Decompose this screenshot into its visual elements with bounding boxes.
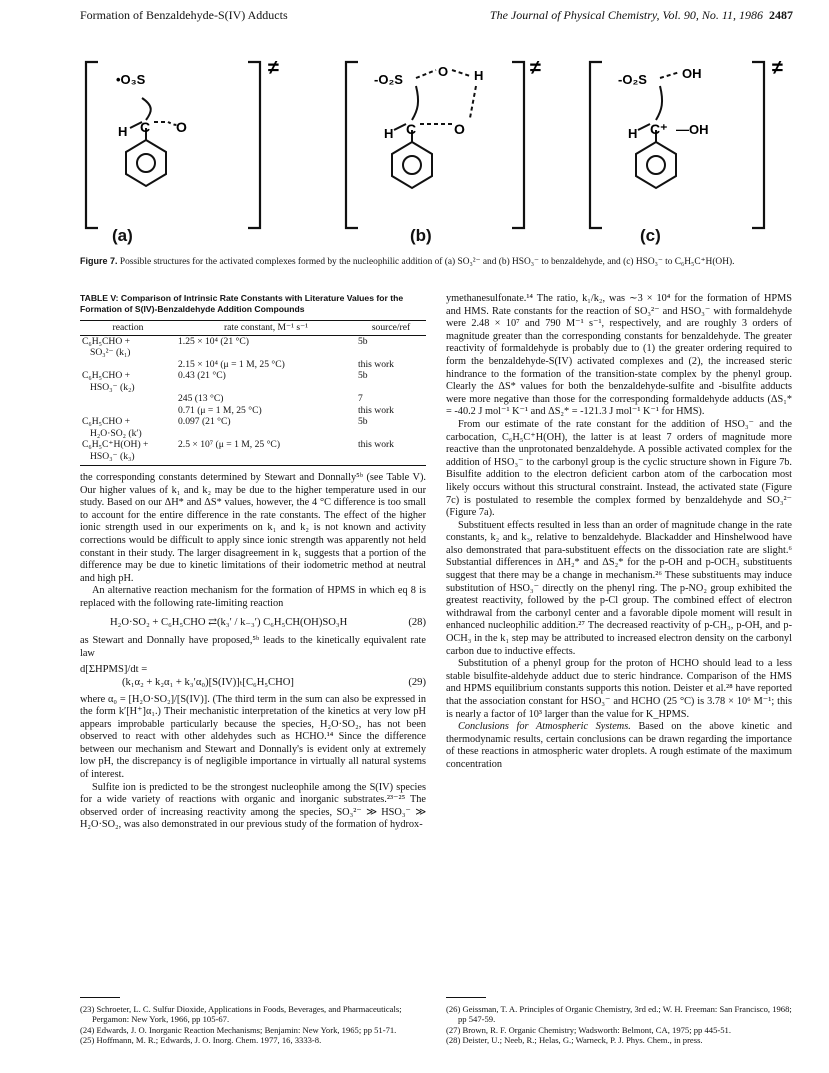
figure-caption [80,255,792,268]
table-cell: 245 (13 °C) [178,393,224,404]
table-cell: this work [358,358,394,370]
paragraph: where α₀ = [H₂O·SO₂]/[S(IV)]. (The third term in the sum can also be expressed in the form k′[H⁺]α₁.) Their mechanistic interpretation of the kinetics at very low pH appears improbable particularly because the species, H₂O·SO₂, has not been observed to react with other aldehydes such as HCHO.¹⁴ Since the difference between our mechanism and Stewart and Donnally's is evident only at extremely low pH, the discrepancy is of negligible importance in virtually all natural systems of interest. [80,693,426,781]
table-row [80,416,426,428]
equation-29 [80,664,426,689]
paragraph: Substitution of a phenyl group for the proton of HCHO should lead to a less stable bisulfite-aldehyde adduct due to steric hindrance. Comparison of the HMS and HPMS equilibrium constants supports this notion. Deister et al.²⁸ have reported that the association constant for HSO₃⁻ and HCHO (25 °C) is 3.78 × 10⁶ M⁻¹; this is nearly a factor of 10³ larger than the value for K_HPMS. [446,658,792,720]
reference-item: (26) Geissman, T. A. Principles of Organic Chemistry, 3rd ed.; W. H. Freeman: San Francisco, 1968; pp 547-59. [446,1004,792,1025]
running-header-title: Formation of Benzaldehyde-S(IV) Adducts [80,8,288,22]
table-row [80,370,426,382]
paragraph: Sulfite ion is predicted to be the strongest nucleophile among the S(IV) species for a wide variety of reactions with organic and inorganic substrates.²³⁻²⁵ The observed order of increasing reactivity among the species, SO₃²⁻ ≫ HSO₃⁻ ≫ H₂O·SO₂, was also demonstrated in our previous study of the formation of hydrox- [80,781,426,831]
section-heading: Conclusions for Atmospheric Systems. [458,721,631,733]
label-c-h: H [628,126,638,141]
table-cell [176,347,356,359]
equation-29-line2 [80,677,426,690]
table-cell [356,347,426,359]
table-row [80,393,426,405]
table-cell: 5b [358,370,368,381]
table-row [80,428,426,440]
figure-label-a: (a) [112,226,133,245]
figure-caption-text: Possible structures for the activated complexes formed by the nucleophilic addition of (a) SO₃²⁻ and (b) HSO₃⁻ to benzaldehyde, and (c) HSO₃⁻ to C₆H₅C⁺H(OH). [119,257,735,267]
dagger-c: ≠ [772,57,783,79]
label-b-o: O [438,64,449,79]
paragraph: An alternative reaction mechanism for the formation of HPMS in which eq 8 is replaced with the following rate-limiting reaction [80,585,426,609]
table-row [80,405,426,417]
table-cell: H₂O·SO₂ (k′) [90,427,142,439]
table-cell: 5b [358,335,368,347]
reference-item: (25) Hoffmann, M. R.; Edwards, J. O. Inorg. Chem. 1977, 16, 3333-8. [80,1035,322,1046]
label-a-h: H [118,124,128,139]
paragraph: as Stewart and Donnally have proposed,⁵ᵇ leads to the kinetically equivalent rate law [80,635,426,659]
footnote-rule-right [446,997,486,998]
table-cell: 2.15 × 10⁴ (μ = 1 M, 25 °C) [178,358,285,370]
dagger-b: ≠ [530,57,541,79]
table-cell [176,428,356,440]
table-cell [176,382,356,394]
rate-constants-table [80,320,426,466]
table-cell: 7 [358,393,363,404]
table-cell [80,359,176,371]
paragraph-text: Based on the above kinetic and thermodynamic results, certain conclusions can be drawn regarding the importance of these reactions in atmospheric water droplets. A rough estimate of the maximum concentration [446,721,793,770]
label-b-h: H [474,68,484,83]
label-b-so2: -O₂S [374,72,403,87]
page-number: 2487 [769,8,793,22]
table-cell: 0.71 (μ = 1 M, 25 °C) [178,404,262,416]
table-row [80,347,426,359]
table-header-row [80,321,426,336]
label-c-cplus: C⁺ [650,121,668,137]
journal-citation: The Journal of Physical Chemistry, Vol. 90, No. 11, 1986 [489,8,763,22]
table-cell: 0.43 (21 °C) [178,370,226,381]
table-cell [80,393,176,405]
label-c-so2: -O₂S [618,72,647,87]
references-right [446,1004,792,1046]
table-cell: HSO₃⁻ (k₃) [80,451,176,466]
table-header-reaction: reaction [80,321,176,336]
table-cell [356,451,426,466]
table-cell: C₆H₅C⁺H(OH) + [82,439,149,450]
references-left [80,1004,426,1046]
paragraph: the corresponding constants determined by Stewart and Donnally⁵ᵇ (see Table V). Our higher values of k₁ and k₂ may be due to the higher temperature used in our study. Based on our ΔH* and ΔS* values, however, the 4 °C difference is too small to account for the entire difference in the rate constants. The effect of the higher ionic strength used in our experiments on k₁ and k₂ is not known and activity corrections would be difficult to apply since ionic strength was apparently not held constant in their study. The larger disagreement in k₁ suggests that a portion of the difference may be due to kinetic limitations of their iodometric method at neutral and high pH. [80,472,426,584]
table-row [80,382,426,394]
footnote-rule-left [80,997,120,998]
table-header-source: source/ref [356,321,426,336]
table-cell: C₆H₅CHO + [82,416,131,427]
reference-item: (27) Brown, R. F. Organic Chemistry; Wadsworth: Belmont, CA, 1975; pp 445-51. [446,1024,731,1035]
table-row [80,439,426,451]
table-row [80,335,426,347]
table-header-rate: rate constant, M⁻¹ s⁻¹ [176,321,356,336]
label-c-oh-top: OH [682,66,702,81]
table-cell: C₆H₅CHO + [82,370,131,381]
table-cell: 1.25 × 10⁴ (21 °C) [178,335,249,347]
equation-29-body: (k₁α₂ + k₂α₁ + k₃′α₀)[S(IV)]ₜ[C₆H₅CHO] [122,676,294,688]
label-b-h2: H [384,126,394,141]
equation-28-body: H₂O·SO₂ + C₆H₅CHO ⇄(k₃′ / k₋₃′) C₆H₅CH(OH)SO₃H [110,616,348,628]
table-row [80,451,426,466]
label-a-o: O [176,119,187,135]
figure-label-b: (b) [410,226,432,245]
label-a-c: C [140,119,151,135]
reference-item: (24) Edwards, J. O. Inorganic Reaction Mechanisms; Benjamin: New York, 1965; pp 51-71. [80,1024,397,1035]
table-cell: 0.097 (21 °C) [178,416,231,427]
table-row [80,359,426,371]
label-b-c: C [406,121,417,137]
reference-item: (28) Deister, U.; Neeb, R.; Helas, G.; Warneck, P. J. Phys. Chem., in press. [446,1035,703,1046]
dagger-a: ≠ [268,57,279,79]
table-cell: C₆H₅CHO + [82,335,131,347]
right-column [446,293,792,772]
running-header-journal [490,8,793,23]
figure-label-c: (c) [640,226,661,245]
reference-item: (23) Schroeter, L. C. Sulfur Dioxide, Applications in Foods, Beverages, and Pharmaceuticals; Pergamon: New York, 1966, pp 105-67. [80,1004,402,1025]
table-cell [80,405,176,417]
paragraph [446,721,792,771]
paragraph: ymethanesulfonate.¹⁴ The ratio, k₁/k₂, was ∼3 × 10⁴ for the formation of HPMS and HMS. Rate constants for the reaction of SO₃²⁻ and HSO₃⁻ with formaldehyde were 2.48 × 10⁷ and 790 M⁻¹ s⁻¹, respectively, and are roughly 3 orders of magnitude greater than the corresponding constants for benzaldehyde. The greater reactivity of formaldehyde is probably due to (1) the greater ordering required to form the benzaldehyde-S(IV) activated complexes and (2), the increased steric hindrance to the formation of the transition-state complex by the phenyl group. Clearly the ΔS* values for both the benzaldehyde-sulfite and -bisulfite adducts were more negative than those for the corresponding formaldehyde adducts (ΔS₁* = -40.2 J mol⁻¹ K⁻¹ and ΔS₂* = -121.3 J mol⁻¹ K⁻¹ for HMS). [446,293,792,418]
paragraph: Substituent effects resulted in less than an order of magnitude change in the rate constants, k₂ and k₃, relative to benzaldehyde. Blackadder and Hinshelwood have also demonstrated that para-substituent effects on the dissociation rate are slight.⁶ Substantial differences in ΔH₂* and ΔS₂* for the p-OH and p-OCH₃ substituents suggest that there may be a change in mechanism.²⁶ These substituents may induce substitution of HSO₃⁻ directly on the phenyl ring. The p-NO₂ group exhibited the greatest reactivity, followed by the p-Cl group. The combined effect of electron withdrawal from the carbonyl center and a favorable dipole moment will result in enhanced nucleophilic addition.²⁷ The decreased reactivity of p-CH₃, p-OH, and p-OCH₃ in the k₁ step may be attributed to increased electron density on the carbonyl carbon due to inductive effects. [446,519,792,657]
equation-28-number: (28) [408,616,426,628]
paragraph: From our estimate of the rate constant for the addition of HSO₃⁻ and the carbocation, C₆H₅C⁺H(OH), the latter is at least 7 orders of magnitude more reactive than the unprotonated benzaldehyde. A possible activated complex for the addition of HSO₃⁻ to the carbonyl group is the cyclic structure shown in Figure 7b. Bisulfite addition to the electron deficient carbon atom of the carbocation most likely occurs without this structural constraint. Instead, the activated state (Figure 7c) is postulated to resemble the complex formed by benzaldehyde and SO₃²⁻ (Figure 7a). [446,418,792,519]
table-cell: SO₃²⁻ (k₁) [90,347,131,358]
label-a-so3: •O₃S [116,72,146,87]
table-cell: 5b [358,416,368,427]
equation-29-line1: d[ΣHPMS]/dt = [80,664,148,676]
label-b-o2: O [454,121,465,137]
figure-caption-label: Figure 7. [80,256,118,266]
table-cell [356,428,426,440]
table-caption: TABLE V: Comparison of Intrinsic Rate Constants with Literature Values for the Formation of S(IV)-Benzaldehyde Addition Compounds [80,293,404,314]
left-column [80,293,426,832]
equation-29-number: (29) [408,676,426,688]
label-c-oh-right: —OH [676,122,709,137]
table-cell: HSO₃⁻ (k₂) [90,381,135,393]
figure-7-structures [80,40,796,250]
table-cell [356,382,426,394]
equation-28 [80,617,426,630]
table-cell: 2.5 × 10⁷ (μ = 1 M, 25 °C) [178,439,281,450]
table-cell [176,451,356,466]
table-cell: this work [358,404,394,416]
table-cell: this work [358,439,394,450]
